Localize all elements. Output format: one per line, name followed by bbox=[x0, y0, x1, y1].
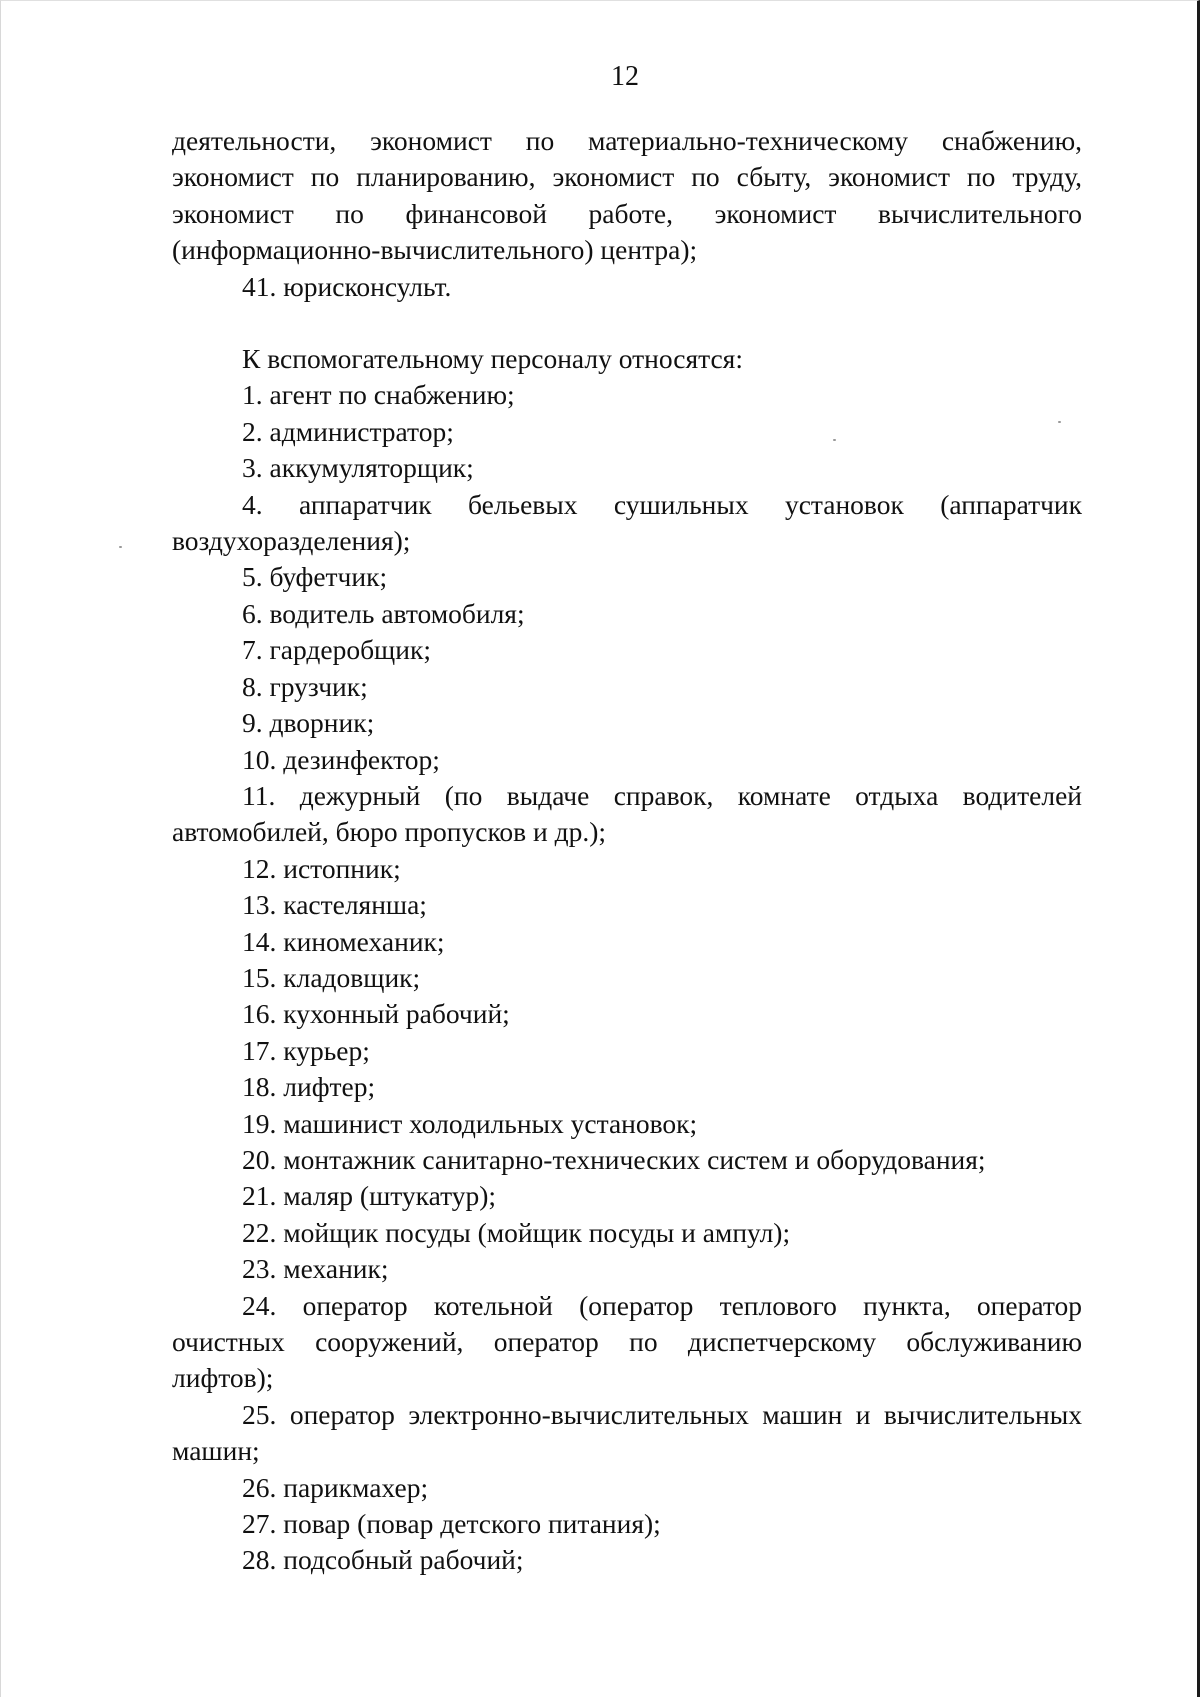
list-item: 26. парикмахер; bbox=[242, 1471, 429, 1503]
list-item: 21. маляр (штукатур); bbox=[242, 1180, 497, 1212]
list-item-line: машин; bbox=[172, 1435, 260, 1467]
list-item-line: лифтов); bbox=[172, 1362, 274, 1394]
list-item: 8. грузчик; bbox=[242, 670, 368, 702]
list-item: 20. монтажник санитарно-технических систем и оборудования; bbox=[242, 1143, 986, 1175]
intro-line-1: деятельности, экономист по материально-техническому снабжению, bbox=[172, 125, 1082, 156]
list-item: 9. дворник; bbox=[242, 707, 375, 739]
list-item-multiline bbox=[172, 778, 1082, 851]
list-item: 5. буфетчик; bbox=[242, 561, 388, 593]
list-item: 22. мойщик посуды (мойщик посуды и ампул); bbox=[242, 1216, 791, 1248]
list-item-multiline bbox=[172, 1397, 1082, 1470]
list-item: 14. киномеханик; bbox=[242, 925, 445, 957]
list-item: 23. механик; bbox=[242, 1253, 389, 1285]
list-item: 7. гардеробщик; bbox=[242, 634, 431, 666]
list-item: 27. повар (повар детского питания); bbox=[242, 1508, 661, 1540]
list-item: 3. аккумуляторщик; bbox=[242, 452, 474, 484]
section-heading: К вспомогательному персоналу относятся: bbox=[242, 343, 743, 375]
list-item-line: автомобилей, бюро пропусков и др.); bbox=[172, 816, 607, 848]
list-item-multiline bbox=[172, 1288, 1082, 1397]
list-item: 10. дезинфектор; bbox=[242, 743, 440, 775]
list-item-line: 4. аппаратчик бельевых сушильных установок (аппаратчик bbox=[242, 488, 1082, 520]
page-number: 12 bbox=[611, 61, 639, 92]
list-item-multiline bbox=[172, 487, 1082, 560]
list-item-line: 11. дежурный (по выдаче справок, комнате отдыха водителей bbox=[242, 779, 1082, 811]
list-item-line: воздухоразделения); bbox=[172, 525, 411, 557]
section-gap bbox=[172, 305, 1082, 341]
list-item-41: 41. юрисконсульт. bbox=[242, 270, 452, 302]
list-item: 18. лифтер; bbox=[242, 1071, 376, 1103]
scan-speck bbox=[833, 439, 836, 441]
list-item: 12. истопник; bbox=[242, 852, 401, 884]
scan-speck bbox=[119, 546, 122, 548]
intro-line-3: экономист по финансовой работе, экономист вычислительного bbox=[172, 197, 1082, 229]
list-item: 2. администратор; bbox=[242, 415, 454, 447]
list-item: 15. кладовщик; bbox=[242, 961, 421, 993]
list-item-line: 24. оператор котельной (оператор теплового пункта, оператор bbox=[242, 1289, 1082, 1321]
scan-speck bbox=[1058, 421, 1061, 423]
list-item: 19. машинист холодильных установок; bbox=[242, 1107, 698, 1139]
list-item-line: очистных сооружений, оператор по диспетчерскому обслуживанию bbox=[172, 1326, 1082, 1357]
list-item: 16. кухонный рабочий; bbox=[242, 998, 510, 1030]
intro-line-2: экономист по планированию, экономист по сбыту, экономист по труду, bbox=[172, 161, 1082, 193]
list-item-line: 25. оператор электронно-вычислительных машин и вычислительных bbox=[242, 1398, 1082, 1430]
list-item: 13. кастелянша; bbox=[242, 889, 427, 921]
intro-line-4: (информационно-вычислительного) центра); bbox=[172, 234, 698, 266]
document-body bbox=[172, 123, 1082, 1579]
list-item: 17. курьер; bbox=[242, 1034, 370, 1066]
list-item: 1. агент по снабжению; bbox=[242, 379, 515, 411]
list-item: 28. подсобный рабочий; bbox=[242, 1544, 524, 1576]
list-item: 6. водитель автомобиля; bbox=[242, 597, 525, 629]
